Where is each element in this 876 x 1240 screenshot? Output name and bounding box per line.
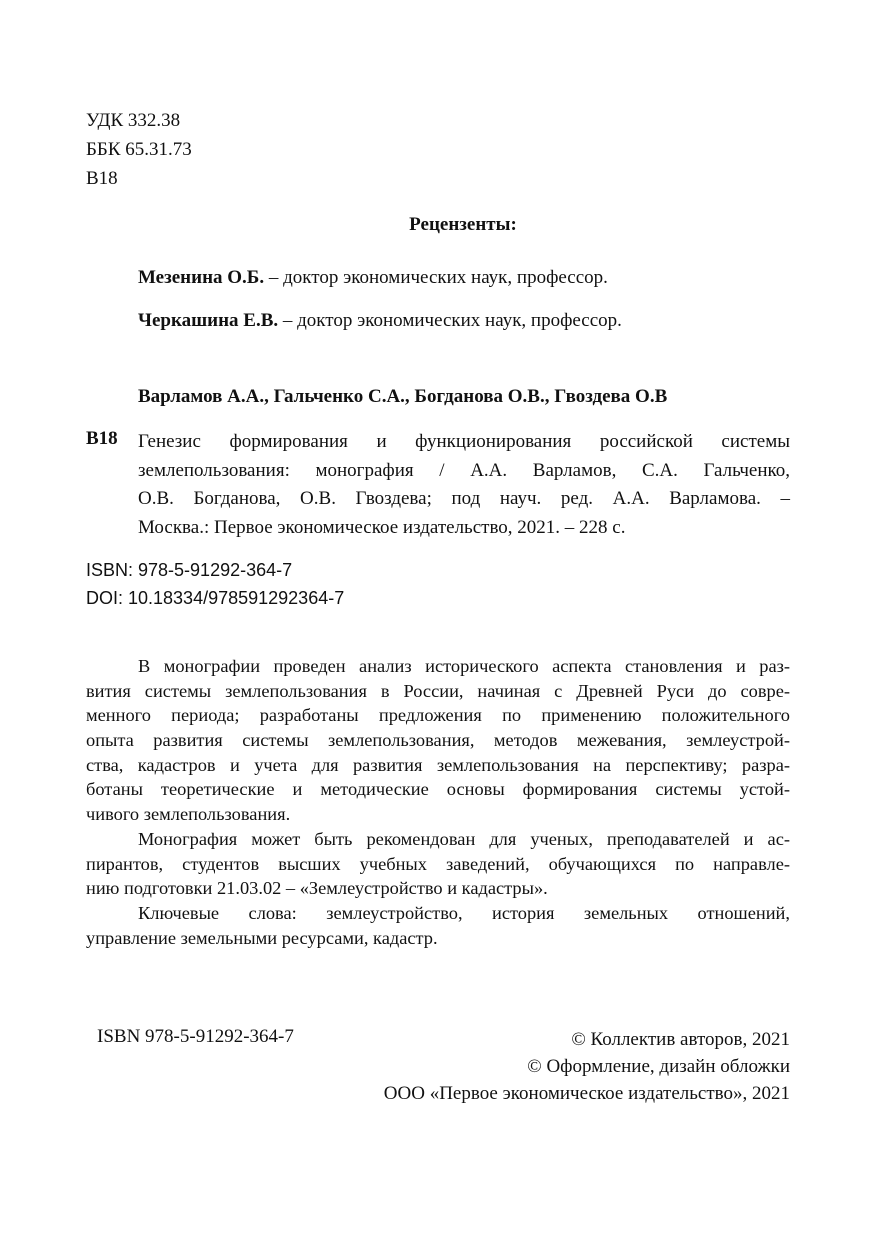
reviewer-1	[138, 267, 608, 289]
abstract-line: ботаны теоретические и методические основы формирования системы устой-	[86, 779, 790, 800]
reviewer-1-desc: – доктор экономических наук, профессор.	[264, 267, 608, 288]
description-line: землепользования: монография / А.А. Варламов, С.А. Гальченко,	[138, 459, 790, 481]
description-line: О.В. Богданова, О.В. Гвоздева; под науч. ред. А.А. Варламова. –	[138, 488, 790, 509]
description-line: Генезис формирования и функционирования российской системы	[138, 431, 790, 452]
reviewer-2	[138, 310, 622, 332]
author-mark: В18	[86, 168, 118, 189]
book-description	[138, 428, 790, 542]
authors-heading: Варламов А.А., Гальченко С.А., Богданова О.В., Гвоздева О.В	[138, 386, 668, 407]
description-line: Москва.: Первое экономическое издательство, 2021. – 228 с.	[138, 516, 626, 538]
udk-code: УДК 332.38	[86, 110, 181, 131]
copyright-line: ООО «Первое экономическое издательство», 2021	[383, 1083, 790, 1104]
book-code: В18	[86, 428, 118, 449]
reviewer-2-name: Черкашина Е.В.	[138, 310, 279, 331]
abstract-line: нию подготовки 21.03.02 – «Землеустройство и кадастры».	[86, 878, 548, 899]
classification-block	[86, 106, 192, 193]
copyright-line: © Коллектив авторов, 2021	[571, 1029, 790, 1050]
reviewer-2-desc: – доктор экономических наук, профессор.	[278, 310, 622, 331]
abstract	[86, 654, 790, 950]
abstract-line: чивого землепользования.	[86, 804, 291, 825]
copyright-block	[384, 1026, 790, 1107]
bbk-code: ББК 65.31.73	[86, 139, 192, 160]
reviewer-1-name: Мезенина О.Б.	[138, 267, 265, 288]
footer-isbn: ISBN 978-5-91292-364-7	[97, 1026, 294, 1047]
identifiers	[86, 556, 344, 612]
abstract-line: вития системы землепользования в России, начиная с Древней Руси до совре-	[86, 680, 790, 701]
copyright-line: © Оформление, дизайн обложки	[527, 1056, 790, 1077]
abstract-line: ства, кадастров и учета для развития землепользования на перспективу; разра-	[86, 754, 790, 775]
abstract-line: Монография может быть рекомендован для ученых, преподавателей и ас-	[138, 828, 790, 849]
abstract-line: В монографии проведен анализ исторического аспекта становления и раз-	[138, 656, 790, 676]
keywords-line: управление земельными ресурсами, кадастр.	[86, 927, 438, 948]
keywords-line: Ключевые слова: землеустройство, история земельных отношений,	[138, 902, 790, 923]
abstract-line: менного периода; разработаны предложения по применению положительного	[86, 705, 790, 726]
abstract-line: опыта развития системы землепользования, методов межевания, землеустрой-	[86, 730, 790, 751]
isbn: ISBN: 978-5-91292-364-7	[86, 560, 293, 580]
reviewers-title: Рецензенты:	[409, 214, 517, 235]
abstract-line: пирантов, студентов высших учебных заведений, обучающихся по направле-	[86, 853, 790, 874]
doi: DOI: 10.18334/978591292364-7	[86, 588, 345, 608]
